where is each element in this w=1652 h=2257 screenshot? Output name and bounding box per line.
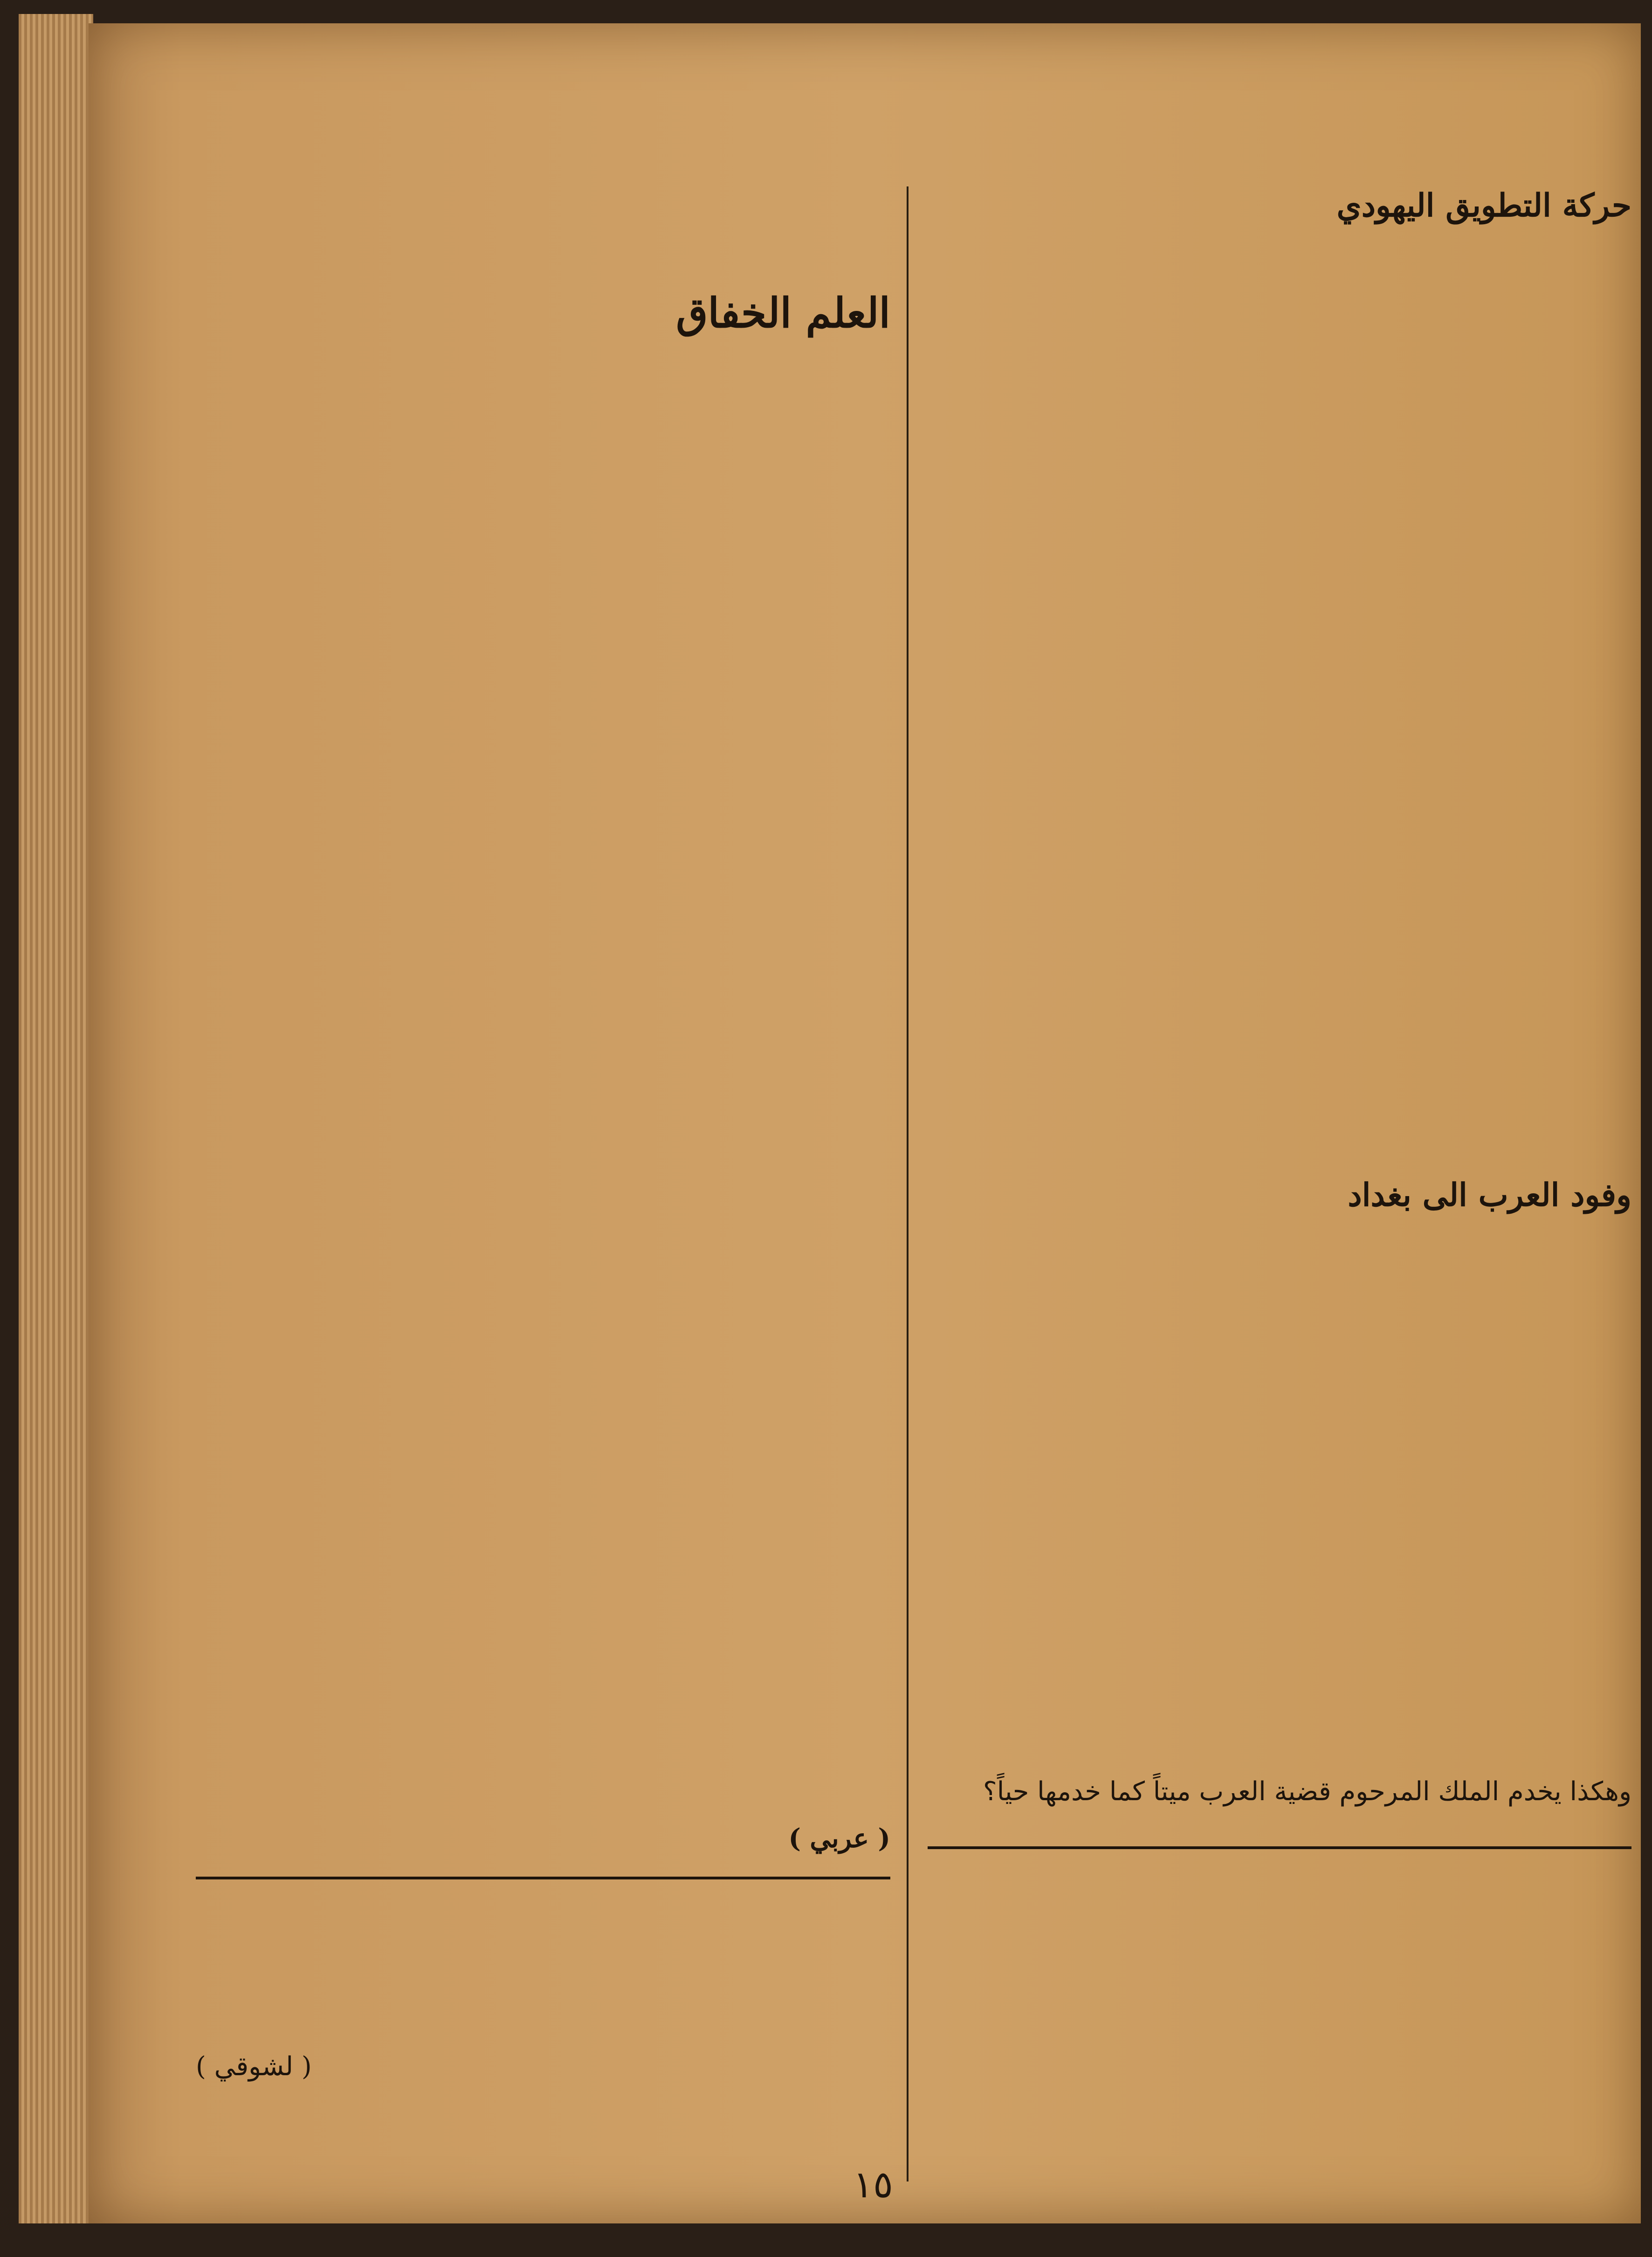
article-heading-right: حركة التطويق اليهودي — [1336, 187, 1631, 224]
rule — [196, 1877, 890, 1879]
quote-author: ( لشوقي ) — [196, 2051, 312, 2082]
section-heading-right: وفود العرب الى بغداد — [1348, 1177, 1631, 1214]
rule — [928, 1846, 1631, 1849]
closing-line: وهكذا يخدم الملك المرحوم قضية العرب ميتاً كما خدمها حياً؟ — [983, 1776, 1631, 1807]
page-edge — [19, 14, 93, 2223]
article-heading-left: العلم الخفاق — [676, 289, 890, 337]
right-column — [928, 177, 1631, 1858]
signature: ( عربي ) — [788, 1823, 890, 1854]
left-column — [196, 177, 890, 2095]
page-number: ١٥ — [853, 2163, 893, 2206]
column-divider — [907, 186, 909, 2181]
